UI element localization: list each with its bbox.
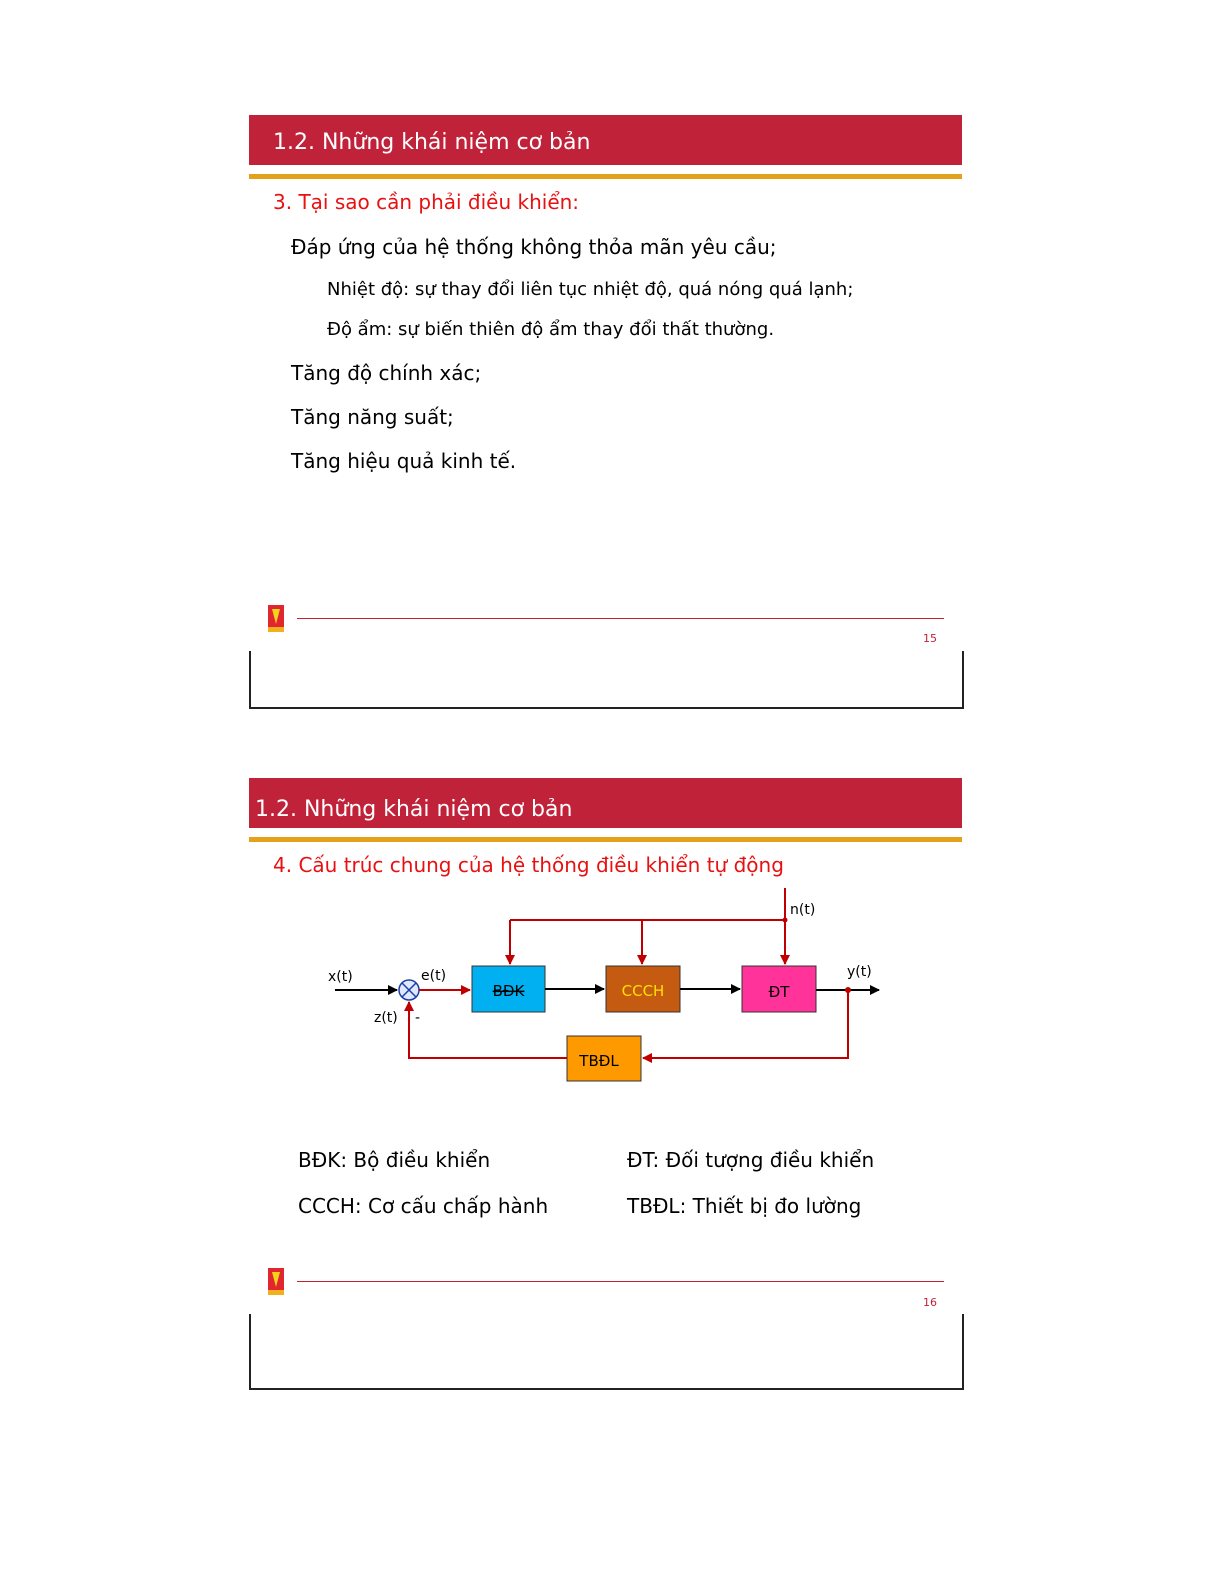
control-system-block-diagram [249, 878, 962, 1098]
legend-controller: BĐK: Bộ điều khiển [298, 1148, 491, 1172]
output-signal-label: y(t) [847, 964, 872, 980]
controller-block-label: BĐK [492, 982, 525, 1000]
sub-bullet-line: Nhiệt độ: sự thay đổi liên tục nhiệt độ, quá nóng quá lạnh; [327, 279, 854, 300]
header-underline [249, 837, 962, 842]
sensor-block-label: TBĐL [579, 1052, 619, 1070]
bullet-line: Đáp ứng của hệ thống không thỏa mãn yêu cầu; [291, 235, 777, 259]
feedback-sign-label: - [415, 1010, 421, 1026]
footer-line [297, 618, 944, 619]
feedback-signal-label: z(t) [374, 1010, 398, 1026]
disturbance-signal-label: n(t) [790, 902, 816, 918]
page-number: 16 [923, 1296, 937, 1309]
university-logo-icon [266, 603, 286, 633]
header-underline [249, 174, 962, 179]
bullet-line: Tăng độ chính xác; [291, 361, 482, 385]
bullet-line: Tăng hiệu quả kinh tế. [291, 449, 517, 473]
sub-bullet-line: Độ ẩm: sự biến thiên độ ẩm thay đổi thất thường. [327, 319, 775, 340]
section-subheading: 3. Tại sao cần phải điều khiển: [273, 190, 580, 214]
slide-frame [249, 1314, 964, 1390]
slide-header: 1.2. Những khái niệm cơ bản [249, 115, 962, 165]
legend-sensor: TBĐL: Thiết bị đo lường [627, 1194, 862, 1218]
slide-header: 1.2. Những khái niệm cơ bản [249, 778, 962, 828]
slide-frame [249, 651, 964, 709]
summing-junction-icon [399, 980, 419, 1000]
plant-block-label: ĐT [768, 983, 790, 1001]
input-signal-label: x(t) [328, 969, 353, 985]
actuator-block-label: CCCH [621, 982, 665, 1000]
legend-plant: ĐT: Đối tượng điều khiển [627, 1148, 875, 1172]
bullet-line: Tăng năng suất; [291, 405, 454, 429]
slide-16 [249, 778, 962, 1391]
slide-15 [249, 115, 962, 710]
section-subheading: 4. Cấu trúc chung của hệ thống điều khiển tự động [273, 853, 784, 877]
legend-actuator: CCCH: Cơ cấu chấp hành [298, 1194, 549, 1218]
page-number: 15 [923, 632, 937, 645]
university-logo-icon [266, 1266, 286, 1296]
footer-line [297, 1281, 944, 1282]
error-signal-label: e(t) [421, 968, 447, 984]
